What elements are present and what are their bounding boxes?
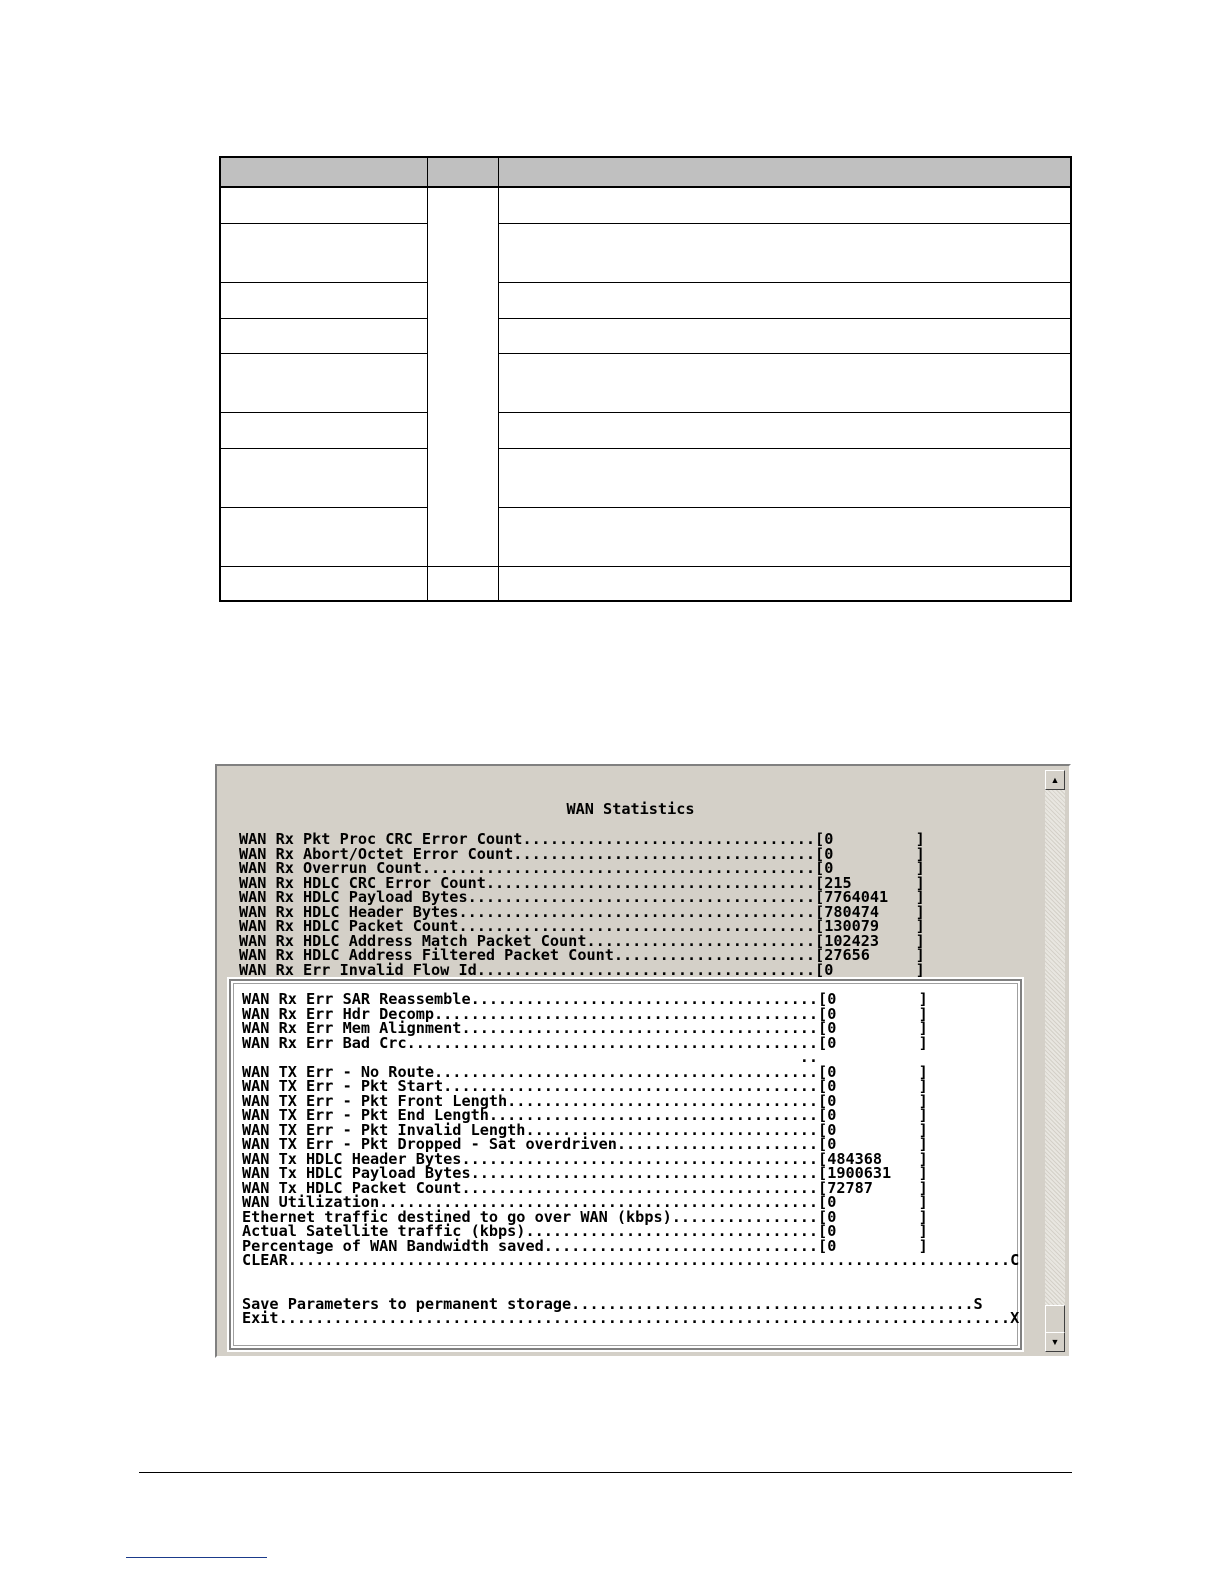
table-header-cell: [427, 157, 498, 187]
terminal-line: WAN Rx HDLC Payload Bytes......................................[7764041 ]: [239, 888, 925, 906]
table-cell: [498, 282, 1071, 318]
terminal-line: WAN TX Err - Pkt Start.........................................[0 ]: [242, 1077, 928, 1095]
terminal-line: WAN Rx Err Mem Alignment.......................................[0 ]: [242, 1019, 928, 1037]
terminal-line: Ethernet traffic destined to go over WAN (kbps)................[0 ]: [242, 1207, 928, 1226]
terminal-line: WAN TX Err - Pkt Invalid Length................................[0 ]: [242, 1120, 928, 1139]
table-cell: [220, 412, 427, 448]
table-cell: [220, 448, 427, 507]
menu-box-inner: [233, 983, 1018, 1346]
terminal-line: WAN Rx Err Hdr Decomp..........................................[0 ]: [242, 1004, 928, 1023]
table-row: [220, 412, 1071, 448]
terminal-line: WAN Rx HDLC CRC Error Count....................................[215 ]: [239, 873, 925, 892]
table-cell: [498, 187, 1071, 223]
table-row: [220, 318, 1071, 353]
footer-link-underline: [126, 1557, 267, 1558]
table-row: [220, 353, 1071, 412]
scroll-down-arrow-icon[interactable]: ▼: [1045, 1332, 1065, 1352]
table-cell-merged: [427, 187, 498, 566]
parameter-table: [219, 156, 1072, 602]
table-cell: [498, 412, 1071, 448]
terminal-line: WAN Rx HDLC Address Match Packet Count.........................[102423 ]: [239, 931, 925, 950]
table-cell: [220, 566, 427, 601]
table-cell: [220, 223, 427, 282]
terminal-line: Actual Satellite traffic (kbps)................................[0 ]: [242, 1222, 928, 1240]
scrollbar-thumb[interactable]: [1045, 1305, 1065, 1334]
table-row: [220, 282, 1071, 318]
table-cell: [220, 282, 427, 318]
footer-divider: [139, 1472, 1072, 1473]
terminal-line: WAN Tx HDLC Header Bytes.......................................[484368 ]: [242, 1149, 928, 1168]
terminal-line: WAN Rx HDLC Header Bytes.......................................[780474 ]: [239, 902, 925, 921]
table-cell: [220, 507, 427, 566]
table-cell: [427, 566, 498, 601]
terminal-line: WAN Tx HDLC Packet Count.......................................[72787 ]: [242, 1178, 928, 1197]
terminal-line: WAN Rx Err SAR Reassemble......................................[0 ]: [242, 990, 928, 1008]
terminal-line: WAN Rx HDLC Address Filtered Packet Count......................[27656 ]: [239, 946, 925, 964]
terminal-title: WAN Statistics: [566, 800, 695, 818]
table-cell: [498, 566, 1071, 601]
terminal-line: WAN Rx Pkt Proc CRC Error Count................................[0 ]: [239, 830, 925, 848]
vertical-scrollbar[interactable]: [1045, 770, 1065, 1352]
table-cell: [498, 448, 1071, 507]
table-cell: [220, 353, 427, 412]
terminal-line: Percentage of WAN Bandwidth saved..............................[0 ]: [242, 1236, 928, 1255]
table-cell: [220, 318, 427, 353]
terminal-line: WAN Rx Overrun Count...........................................[0 ]: [239, 859, 925, 877]
terminal-line: WAN Utilization................................................[0 ]: [242, 1193, 928, 1211]
terminal-window: [215, 764, 1071, 1358]
terminal-line: WAN TX Err - No Route..........................................[0 ]: [242, 1062, 928, 1081]
table-cell: [498, 318, 1071, 353]
terminal-line: WAN Rx Abort/Octet Error Count.................................[0 ]: [239, 844, 925, 863]
scroll-up-arrow-icon[interactable]: ▲: [1045, 770, 1065, 790]
terminal-screen[interactable]: [219, 768, 1042, 1356]
terminal-line: WAN TX Err - Pkt Front Length..................................[0 ]: [242, 1091, 928, 1110]
terminal-line: Save Parameters to permanent storage............................................S: [242, 1294, 983, 1313]
table-row: [220, 566, 1071, 601]
terminal-line: WAN Tx HDLC Payload Bytes......................................[1900631 ]: [242, 1164, 928, 1182]
table-header-cell: [498, 157, 1071, 187]
terminal-line: WAN Rx HDLC Packet Count.......................................[130079 ]: [239, 917, 925, 935]
menu-box: [229, 979, 1022, 1350]
terminal-line: WAN Rx Err Invalid Flow Id.....................................[0 ]: [239, 960, 925, 979]
lower-stat-lines: [242, 992, 1019, 1326]
terminal-line: WAN TX Err - Pkt Dropped - Sat overdriven......................[0 ]: [242, 1135, 928, 1153]
terminal-line: WAN TX Err - Pkt End Length....................................[0 ]: [242, 1106, 928, 1124]
table-cell: [220, 187, 427, 223]
table-row: [220, 448, 1071, 507]
table-header-cell: [220, 157, 427, 187]
table-cell: [498, 223, 1071, 282]
terminal-line: WAN Rx Err Bad Crc.............................................[0 ]: [242, 1033, 928, 1052]
terminal-line: Exit................................................................................X: [242, 1309, 1020, 1327]
table-header-row: [220, 157, 1071, 187]
table-row: [220, 187, 1071, 223]
terminal-line: CLEAR...............................................................................C: [242, 1251, 1020, 1269]
terminal-line: ..: [242, 1048, 819, 1066]
table-row: [220, 507, 1071, 566]
table-row: [220, 223, 1071, 282]
upper-stat-lines: [239, 832, 925, 977]
table-cell: [498, 507, 1071, 566]
table-cell: [498, 353, 1071, 412]
